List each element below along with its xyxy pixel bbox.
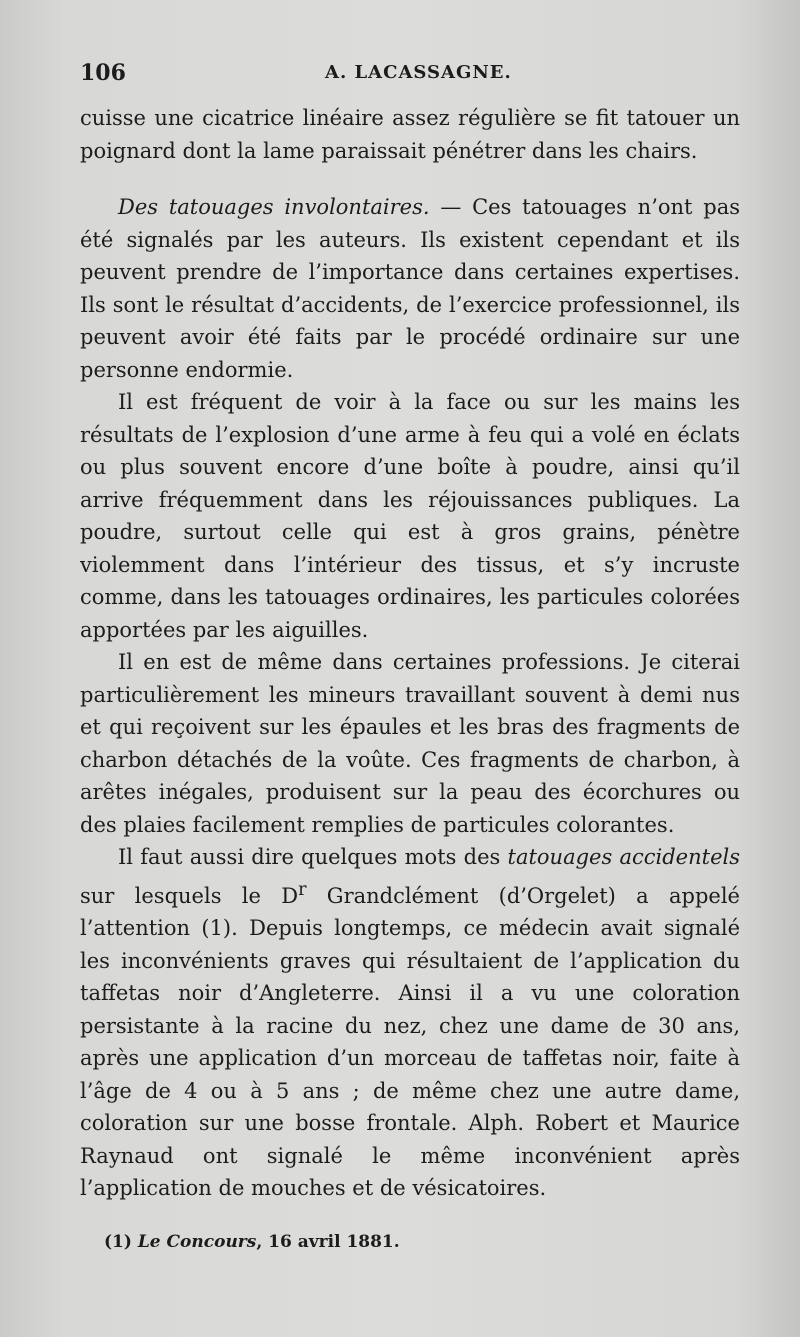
text-run: Il faut aussi dire quelques mots des: [118, 845, 508, 869]
footnote-source: Le Concours: [137, 1232, 257, 1252]
paragraph-miners: Il en est de même dans certaines professions. Je citerai particulièrement les mineurs travaillant souvent à demi nus et qui reçoivent sur les épaules et les bras des fragments de charbon détachés de la voûte. Ces fragments de charbon, à arêtes inégales, produisent sur la peau des écorchures ou des plaies facilement remplies de particules colorantes.: [80, 650, 740, 837]
page-number: 106: [80, 60, 126, 86]
running-head: A. LACASSAGNE.: [325, 62, 512, 83]
body-text: [80, 102, 740, 1205]
emphasis-accidental-tattoos: tatouages accidentels: [507, 845, 740, 869]
paragraph-involuntary-tattoos: [80, 191, 740, 386]
paragraph-continuation: cuisse une cicatrice linéaire assez régulière se fit tatouer un poignard dont la lame paraissait pénétrer dans les chairs.: [80, 106, 740, 163]
section-title: Des tatouages involontaires.: [118, 195, 430, 219]
superscript-r: r: [298, 879, 307, 900]
footnote-mark: (1): [104, 1232, 138, 1252]
paragraph-accidental-tattoos: [80, 841, 740, 1205]
section-text: — Ces tatouages n’ont pas été signalés par les auteurs. Ils existent cependant et ils peuvent prendre de l’importance dans certaines expertises. Ils sont le résultat d’accidents, de l’exercice professionnel, ils peuvent avoir été faits par le procédé ordinaire sur une personne endormie.: [80, 195, 740, 382]
page-header: [80, 60, 740, 90]
footnote: [104, 1232, 400, 1252]
paragraph-firearm-explosion: Il est fréquent de voir à la face ou sur les mains les résultats de l’explosion d’une arme à feu qui a volé en éclats ou plus souvent encore d’une boîte à poudre, ainsi qu’il arrive fréquemment dans les réjouissances publiques. La poudre, surtout celle qui est à gros grains, pénètre violemment dans l’intérieur des tissus, et s’y incruste comme, dans les tatouages ordinaires, les particules colorées apportées par les aiguilles.: [80, 390, 740, 642]
text-run: sur lesquels le D: [80, 883, 299, 908]
footnote-date: , 16 avril 1881.: [256, 1232, 400, 1252]
text-run: Grandclément (d’Orgelet) a appelé l’attention (1). Depuis longtemps, ce médecin avait signalé les inconvénients graves qui résultaient de l’application du taffetas noir d’Angleterre. Ainsi il a vu une coloration persistante à la racine du nez, chez une dame de 30 ans, après une application d’un morceau de taffetas noir, faite à l’âge de 4 ou à 5 ans ; de même chez une autre dame, coloration sur une bosse frontale. Alph. Robert et Maurice Raynaud ont signalé le même inconvénient après l’application de mouches et de vésicatoires.: [80, 883, 740, 1200]
